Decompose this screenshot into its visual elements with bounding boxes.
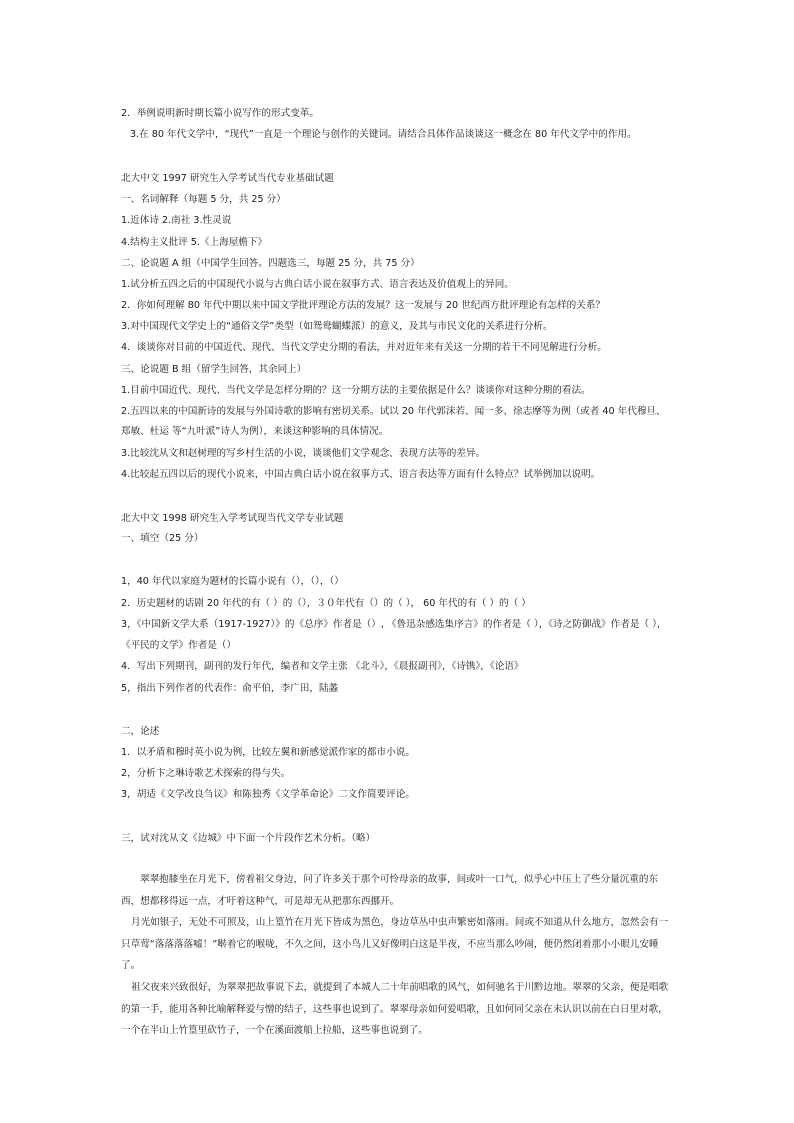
essay-b-2-line-1: 2.五四以来的中国新诗的发展与外国诗歌的影响有密切关系。试以 20 年代郭沫若、闻一多、徐志摩等为例（或者 40 年代穆旦、 xyxy=(121,406,666,417)
fill-3-line-2: 《平民的文学》作者是（） xyxy=(121,640,237,651)
section-1-heading: 一、名词解释（每题 5 分，共 25 分） xyxy=(121,194,286,205)
exam-1998-title: 北大中文 1998 研究生入学考试现当代文学专业试题 xyxy=(121,513,344,524)
essay-a-4: 4．谈谈你对目前的中国近代、现代、当代文学史分期的看法，并对近年来有关这一分期的若干不同见解进行分析。 xyxy=(121,342,607,353)
essay-a-3: 3.对中国现代文学史上的“通俗文学”类型（如鸳鸯蝴蝶派）的意义，及其与市民文化的关系进行分析。 xyxy=(121,321,553,332)
fill-1: 1，40 年代以家庭为题材的长篇小说有（），（），（） xyxy=(121,576,344,587)
essay-a-2: 2．你如何理解 80 年代中期以来中国文学批评理论方法的发展？这一发展与 20 世纪西方批评理论有怎样的关系？ xyxy=(121,300,606,311)
fill-2: 2．历史题材的话剧 20 年代的有（ ）的（），３０年代有（）的（ ）， 60 年代的有（ ）的（ ） xyxy=(121,598,531,609)
excerpt-paragraph-1: 翠翠抱膝坐在月光下，傍着祖父身边，问了许多关于那个可怜母亲的故事，间或叶一口气，似乎心中压上了些分量沉重的东西，想都移得远一点，才吁着这种气，可是却无从把那东西挪开。 xyxy=(121,874,659,907)
discussion-3: 3，胡适《文学改良刍议》和陈独秀《文学革命论》二文作简要评论。 xyxy=(121,789,415,800)
discussion-1: 1．以矛盾和穆时英小说为例，比较左翼和新感觉派作家的都市小说。 xyxy=(121,747,415,758)
section-3-heading: 三、论说题 B 组（留学生回答，其余同上） xyxy=(121,364,307,375)
fill-heading: 一、填空（25 分） xyxy=(121,533,204,544)
excerpt-paragraph-3: 祖父夜来兴致很好，为翠翠把故事说下去，就提到了本城人二十年前唱歌的风气，如何驰名于川黔边地。翠翠的父亲，便是唱歌的第一手，能用各种比喻解释爱与憎的结子，这些事也说到了。翠翠母亲如何爱唱歌，且如何同父亲在未认识以前在白日里对歌，一个在半山上竹篁里砍竹子，一个在溪面渡船上拉船，这些事也说到了。 xyxy=(121,982,669,1036)
essay-b-4: 4.比较起五四以后的现代小说来，中国古典白话小说在叙事方式、语言表达等方面有什么特点？试举例加以说明。 xyxy=(121,469,601,480)
essay-b-1: 1.目前中国近代、现代、当代文学是怎样分期的？这一分期方法的主要依据是什么？谈谈你对这种分期的看法。 xyxy=(121,385,591,396)
question-2: 2．举例说明新时期长篇小说写作的形式变革。 xyxy=(121,108,319,119)
question-3: 3.在 80 年代文学中，“现代”一直是一个理论与创作的关键词。请结合具体作品谈谈这一概念在 80 年代文学中的作用。 xyxy=(130,129,637,140)
essay-b-3: 3.比较沈从文和赵树理的写乡村生活的小说，谈谈他们文学观念、表现方法等的差异。 xyxy=(121,448,486,459)
analysis-heading: 三，试对沈从文《边城》中下面一个片段作艺术分析。（略） xyxy=(121,833,376,844)
fill-3-line-1: 3，《中国新文学大系（1917-1927）》的《总序》作者是（）, 《鲁迅杂感选集序言》的作者是（ ），《诗之防御战》作者是（ ）， xyxy=(121,619,667,630)
discussion-2: 2，分析卞之琳诗歌艺术探索的得与失。 xyxy=(121,768,291,779)
exam-1997-title: 北大中文 1997 研究生入学考试当代专业基础试题 xyxy=(121,173,334,184)
fill-4: 4．写出下列期刊，副刊的发行年代，编者和文学主张 《北斗》，《晨报副刊》，《诗镌》，《论语》 xyxy=(121,661,524,672)
discussion-heading: 二，论述 xyxy=(121,726,160,737)
section-2-heading: 二、论说题 A 组（中国学生回答。四题选三，每题 25 分，共 75 分） xyxy=(121,258,420,269)
terms-line-1: 1.近体诗 2.南社 3.性灵说 xyxy=(121,215,232,226)
excerpt-paragraph-2: 月光如银子，无处不可照及，山上篁竹在月光下皆成为黑色，身边草丛中虫声繁密如落雨。间或不知道从什么地方，忽然会有一只草莺“落落落落嘘！”啭着它的喉咙，不久之间，这小鸟儿又好像明白这是半夜，不应当那么吵闹，便仍然闭着那小小眼儿安睡了。 xyxy=(121,917,669,971)
essay-a-1: 1.试分析五四之后的中国现代小说与古典白话小说在叙事方式、语言表达及价值观上的异同。 xyxy=(121,279,514,290)
essay-b-2-line-2: 郑敏、杜运 等“九叶派”诗人为例），来谈这种影响的具体情况。 xyxy=(121,426,389,437)
terms-line-2: 4.结构主义批评 5.《上海屋檐下》 xyxy=(121,237,268,248)
fill-5: 5，指出下列作者的代表作：俞平伯，李广田，陆蠡 xyxy=(121,683,339,694)
